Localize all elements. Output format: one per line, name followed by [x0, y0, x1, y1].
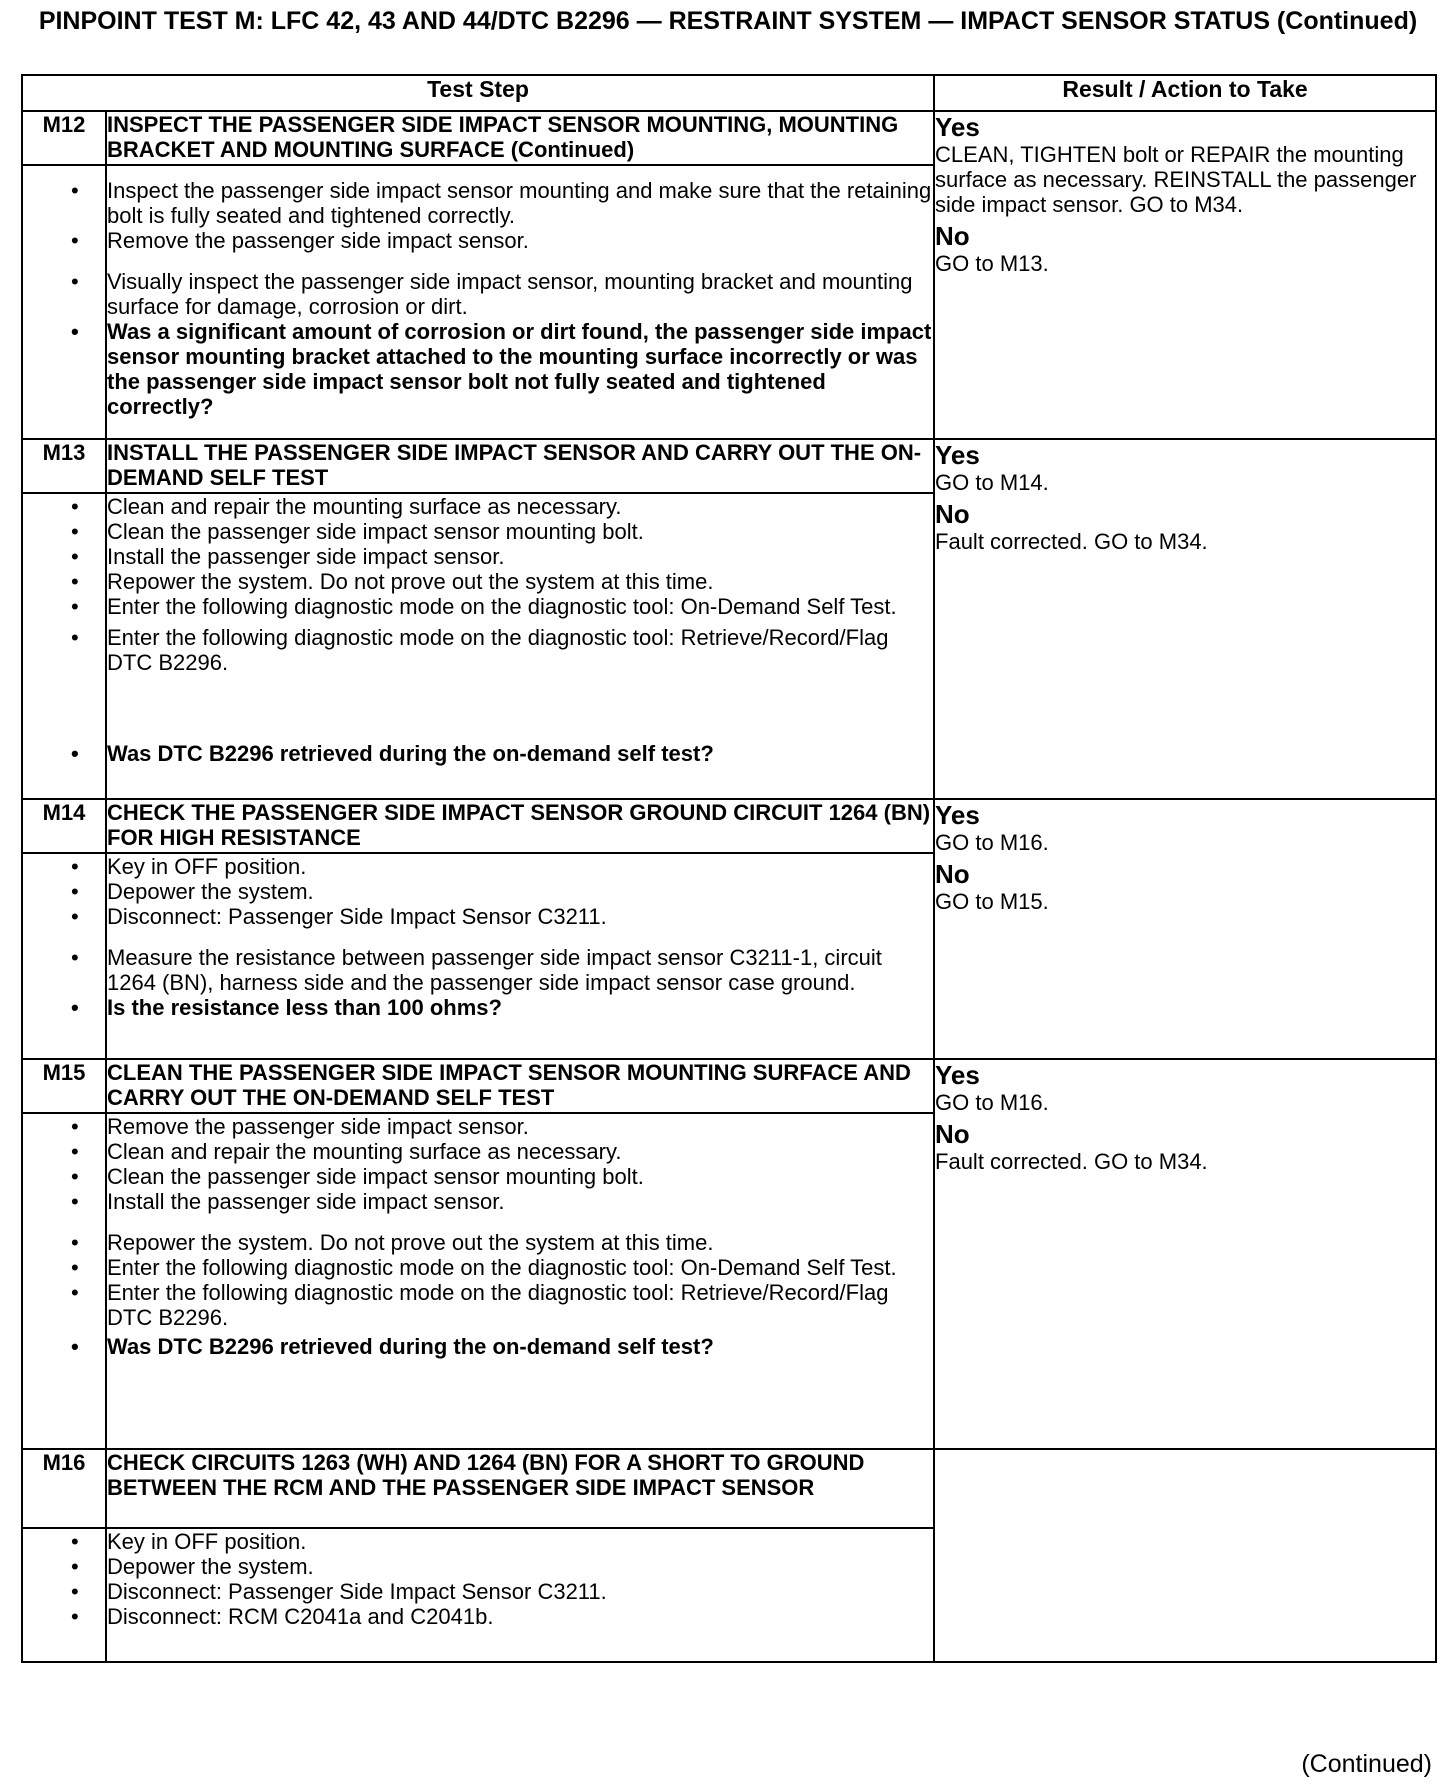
bullet-item: • Enter the following diagnostic mode on the diagnostic tool: On-Demand Self Test. — [107, 594, 933, 619]
bullet-item: • Measure the resistance between passenger side impact sensor C3211-1, circuit 1264 (BN), harness side and the passenger side impact sensor case ground. — [107, 945, 933, 995]
step-row-m13 — [22, 439, 1436, 493]
step-body — [106, 165, 934, 439]
bullet-item: • Inspect the passenger side impact sensor mounting and make sure that the retaining bolt is fully seated and tightened correctly. — [107, 178, 933, 228]
table-header-row — [22, 75, 1436, 111]
bullet-item: • Clean and repair the mounting surface as necessary. — [107, 1139, 933, 1164]
continued-label: (Continued) — [1301, 1750, 1432, 1778]
bullet-item: • Clean the passenger side impact sensor mounting bolt. — [107, 519, 933, 544]
step-result — [934, 439, 1436, 799]
step-bullets — [107, 178, 933, 419]
bullet-item: • Clean and repair the mounting surface as necessary. — [107, 494, 933, 519]
bullet-question: • Is the resistance less than 100 ohms? — [107, 995, 933, 1020]
step-row-m12 — [22, 111, 1436, 165]
step-result — [934, 1059, 1436, 1449]
bullet-item: • Repower the system. Do not prove out the system at this time. — [107, 1230, 933, 1255]
no-label: No — [935, 221, 970, 251]
step-id-spacer — [22, 165, 106, 439]
yes-action: GO to M14. — [935, 470, 1049, 495]
no-action: Fault corrected. GO to M34. — [935, 1149, 1208, 1174]
yes-action: CLEAN, TIGHTEN bolt or REPAIR the mounting surface as necessary. REINSTALL the passenger side impact sensor. GO to M34. — [935, 142, 1417, 217]
step-row-m14 — [22, 799, 1436, 853]
step-result — [934, 111, 1436, 439]
step-id-spacer — [22, 853, 106, 1059]
step-result — [934, 1449, 1436, 1662]
no-label: No — [935, 1119, 970, 1149]
step-bullets — [107, 1529, 933, 1629]
bullet-item: • Remove the passenger side impact sensor. — [107, 1114, 933, 1139]
step-bullets — [107, 854, 933, 1020]
yes-action: GO to M16. — [935, 830, 1049, 855]
step-title: CHECK THE PASSENGER SIDE IMPACT SENSOR GROUND CIRCUIT 1264 (BN) FOR HIGH RESISTANCE — [106, 799, 934, 853]
bullet-item: • Key in OFF position. — [107, 1529, 933, 1554]
step-body — [106, 1113, 934, 1449]
bullet-item: • Disconnect: Passenger Side Impact Sensor C3211. — [107, 1579, 933, 1604]
step-id-spacer — [22, 1528, 106, 1662]
bullet-item: • Install the passenger side impact sensor. — [107, 1189, 933, 1214]
step-bullets — [107, 494, 933, 766]
bullet-item: • Enter the following diagnostic mode on the diagnostic tool: Retrieve/Record/Flag DTC B2296. — [107, 1280, 933, 1330]
bullet-question: • Was DTC B2296 retrieved during the on-demand self test? — [107, 741, 933, 766]
step-title: CLEAN THE PASSENGER SIDE IMPACT SENSOR MOUNTING SURFACE AND CARRY OUT THE ON-DEMAND SELF TEST — [106, 1059, 934, 1113]
no-action: GO to M15. — [935, 889, 1049, 914]
yes-label: Yes — [935, 112, 980, 142]
yes-action: GO to M16. — [935, 1090, 1049, 1115]
no-label: No — [935, 859, 970, 889]
step-id: M15 — [22, 1059, 106, 1113]
step-title: INSPECT THE PASSENGER SIDE IMPACT SENSOR MOUNTING, MOUNTING BRACKET AND MOUNTING SURFACE (Continued) — [106, 111, 934, 165]
step-row-m15 — [22, 1059, 1436, 1113]
header-result: Result / Action to Take — [934, 75, 1436, 111]
pinpoint-test-table — [21, 74, 1437, 1663]
bullet-item: • Visually inspect the passenger side impact sensor, mounting bracket and mounting surface for damage, corrosion or dirt. — [107, 269, 933, 319]
bullet-item: • Enter the following diagnostic mode on the diagnostic tool: On-Demand Self Test. — [107, 1255, 933, 1280]
yes-label: Yes — [935, 1060, 980, 1090]
no-label: No — [935, 499, 970, 529]
step-body — [106, 853, 934, 1059]
step-row-m16 — [22, 1449, 1436, 1528]
bullet-question: • Was a significant amount of corrosion or dirt found, the passenger side impact sensor mounting bracket attached to the mounting surface incorrectly or was the passenger side impact sensor bolt not fully seated and tightened correctly? — [107, 319, 933, 419]
step-id: M12 — [22, 111, 106, 165]
bullet-item: • Clean the passenger side impact sensor mounting bolt. — [107, 1164, 933, 1189]
no-action: GO to M13. — [935, 251, 1049, 276]
step-body — [106, 493, 934, 799]
step-title: INSTALL THE PASSENGER SIDE IMPACT SENSOR AND CARRY OUT THE ON-DEMAND SELF TEST — [106, 439, 934, 493]
page-title: PINPOINT TEST M: LFC 42, 43 AND 44/DTC B2296 — RESTRAINT SYSTEM — IMPACT SENSOR STATUS (Continued) — [38, 7, 1418, 35]
no-action: Fault corrected. GO to M34. — [935, 529, 1208, 554]
step-result — [934, 799, 1436, 1059]
step-id-spacer — [22, 493, 106, 799]
header-test-step: Test Step — [22, 75, 934, 111]
step-id-spacer — [22, 1113, 106, 1449]
step-body — [106, 1528, 934, 1662]
bullet-question: • Was DTC B2296 retrieved during the on-demand self test? — [107, 1334, 933, 1359]
bullet-item: • Enter the following diagnostic mode on the diagnostic tool: Retrieve/Record/Flag DTC B2296. — [107, 625, 933, 675]
step-id: M13 — [22, 439, 106, 493]
bullet-item: • Remove the passenger side impact sensor. — [107, 228, 933, 253]
yes-label: Yes — [935, 800, 980, 830]
bullet-item: • Install the passenger side impact sensor. — [107, 544, 933, 569]
bullet-item: • Repower the system. Do not prove out the system at this time. — [107, 569, 933, 594]
step-id: M14 — [22, 799, 106, 853]
bullet-item: • Disconnect: RCM C2041a and C2041b. — [107, 1604, 933, 1629]
step-id: M16 — [22, 1449, 106, 1528]
step-title: CHECK CIRCUITS 1263 (WH) AND 1264 (BN) FOR A SHORT TO GROUND BETWEEN THE RCM AND THE PASSENGER SIDE IMPACT SENSOR — [106, 1449, 934, 1528]
bullet-item: • Disconnect: Passenger Side Impact Sensor C3211. — [107, 904, 933, 929]
step-bullets — [107, 1114, 933, 1359]
yes-label: Yes — [935, 440, 980, 470]
bullet-item: • Key in OFF position. — [107, 854, 933, 879]
bullet-item: • Depower the system. — [107, 1554, 933, 1579]
bullet-item: • Depower the system. — [107, 879, 933, 904]
